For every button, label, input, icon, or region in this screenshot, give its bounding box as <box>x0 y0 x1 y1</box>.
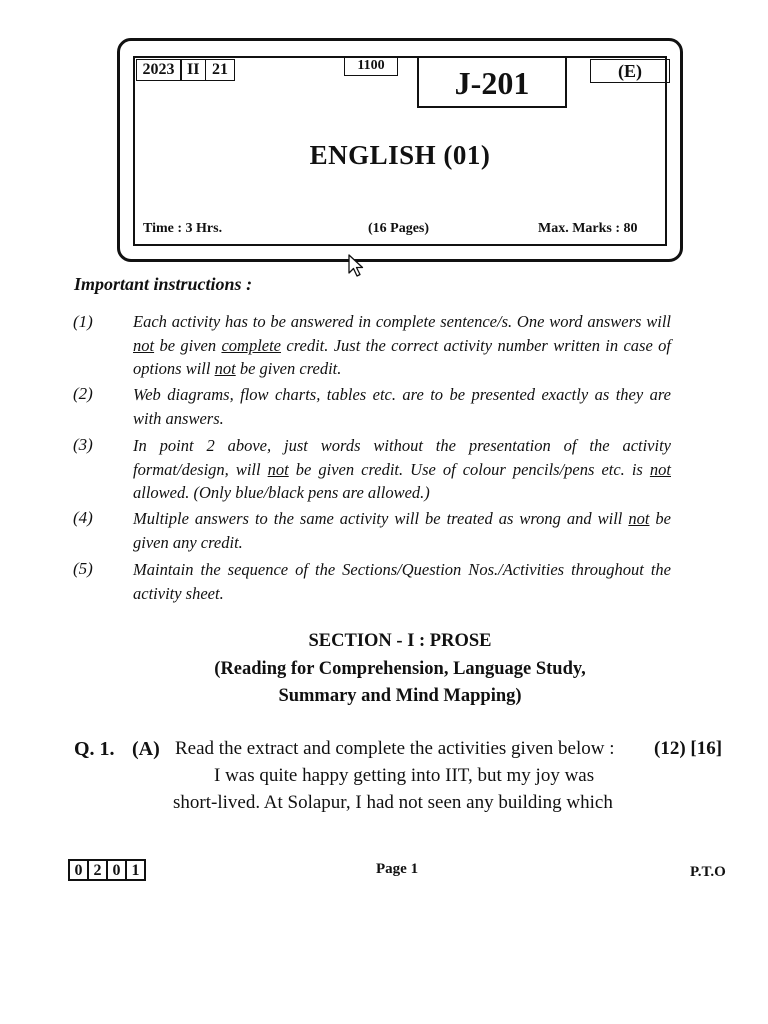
extract-line: I was quite happy getting into IIT, but my joy was <box>214 765 595 786</box>
instruction-text: In point 2 above, just words without the presentation of the activity format/design, will not be given credit. Use of colour pencils/pens etc. is not allowed. (Only blue/black pens are allowed.) <box>133 436 671 502</box>
time-label: Time : 3 Hrs. <box>143 221 223 236</box>
instruction-number: (4) <box>73 508 93 527</box>
footer-code-cells <box>70 859 146 881</box>
question-prompt: Read the extract and complete the activities given below : <box>175 738 615 759</box>
subject-title: ENGLISH (01) <box>309 140 491 170</box>
term-cell: II <box>180 59 206 81</box>
pto-label: P.T.O <box>690 864 726 880</box>
footer-digit: 2 <box>87 859 108 881</box>
instructions-heading: Important instructions : <box>74 274 253 294</box>
section-subtitle: (Reading for Comprehension, Language Study, <box>214 659 586 679</box>
instruction-text: Each activity has to be answered in complete sentence/s. One word answers will not be given complete credit. Just the correct activity number written in case of options will not be given credit. <box>133 312 671 378</box>
footer-digit: 0 <box>106 859 127 881</box>
year-cell: 2023 <box>136 59 182 81</box>
instruction-number: (2) <box>73 384 93 403</box>
max-marks-label: Max. Marks : 80 <box>538 221 638 236</box>
year-code-cells <box>137 59 235 81</box>
pages-label: (16 Pages) <box>368 221 430 236</box>
footer-digit: 0 <box>68 859 89 881</box>
mouse-pointer-icon <box>348 254 366 278</box>
instruction-text: Web diagrams, flow charts, tables etc. are to be presented exactly as they are with answers. <box>133 385 671 428</box>
medium-box: (E) <box>590 59 670 83</box>
day-cell: 21 <box>205 59 235 81</box>
instruction-text: Multiple answers to the same activity will be treated as wrong and will not be given any credit. <box>133 509 672 552</box>
instruction-text: Maintain the sequence of the Sections/Question Nos./Activities throughout the activity sheet. <box>133 560 671 603</box>
section-title: SECTION - I : PROSE <box>308 631 492 651</box>
section-subtitle: Summary and Mind Mapping) <box>278 686 522 706</box>
paper-code-box: J-201 <box>417 56 567 108</box>
page-number: Page 1 <box>376 861 419 877</box>
footer-digit: 1 <box>125 859 146 881</box>
instruction-number: (3) <box>73 435 93 454</box>
serial-code-box: 1100 <box>344 56 398 76</box>
instruction-number: (5) <box>73 559 93 578</box>
question-number: Q. 1. <box>74 738 115 760</box>
question-marks: (12) [16] <box>654 738 723 759</box>
instruction-number: (1) <box>73 312 93 331</box>
question-part: (A) <box>132 738 160 760</box>
extract-line: short-lived. At Solapur, I had not seen any building which <box>173 792 613 813</box>
